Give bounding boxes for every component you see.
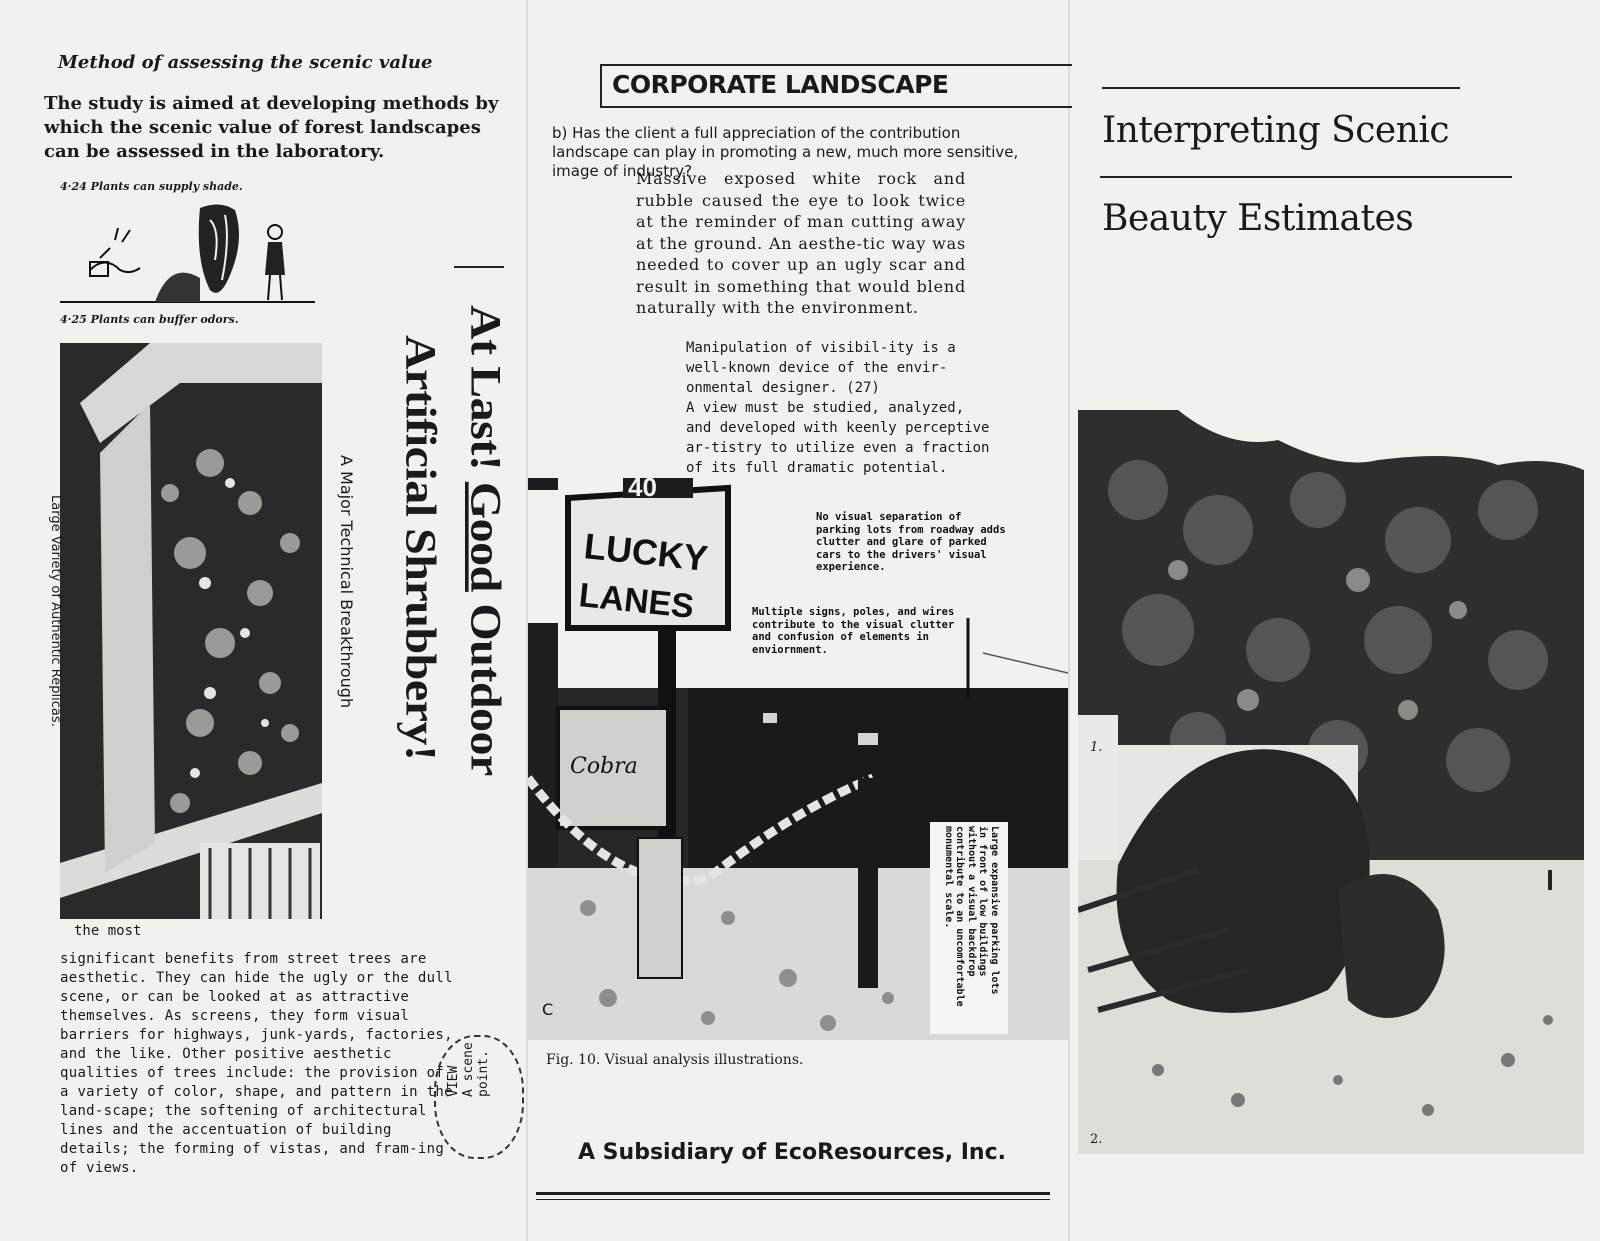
massive-rock-paragraph: Massive exposed white rock and rubble caused the eye to look twice at the reminder of man cutting away at the ground. An aesthe-tic way was needed to cover up an ugly scar and result in something that would blend naturally with the environment. <box>636 169 966 317</box>
stamp-text: VIEW A scene point. <box>446 1042 491 1097</box>
subhead-major-breakthrough: A Major Technical Breakthrough <box>337 455 356 709</box>
question-paragraph: b) Has the client a full appreciation of the contribution landscape can play in promoting a new, much more sensitive, image of industry? <box>552 124 1019 180</box>
annotation-large-parking: Large expansive parking lots in front of low buildings without a visual backdrop contribute to an uncomfortable monumental scale. <box>943 826 1000 1007</box>
corporate-landscape-title: CORPORATE LANDSCAPE <box>612 70 949 99</box>
sign-lucky: LUCKY <box>582 525 710 579</box>
benefits-paragraph: significant benefits from street trees are aesthetic. They can hide the ugly or the dull scene, or can be looked at as attractive themselves. As screens, they form visual barriers for highways, junk-yards, factories, and the like. Other positive aesthetic qualities of trees include: the provision of a variety of color, shape, and pattern in the land-scape; the softening of architectural lines and the accentuation of building details; the forming of vistas, and fram-ing of views. <box>60 951 453 1176</box>
bottom-rule-thick <box>536 1192 1050 1195</box>
headline-rule <box>454 266 504 268</box>
sign-number: 40 <box>628 478 657 502</box>
bottom-rule-thin <box>536 1199 1050 1200</box>
title-beauty-estimates: Beauty Estimates <box>1102 198 1414 239</box>
caption-shade: 4·24 Plants can supply shade. <box>60 180 243 193</box>
fold-line-right <box>1068 0 1070 1241</box>
annotation-parking-separation: No visual separation of parking lots from roadway adds clutter and glare of parked cars to the drivers' visual experience. <box>816 511 1006 573</box>
headline-line-1: At Last! Good Outdoor <box>461 305 510 776</box>
photo-2-label: 2. <box>1090 1132 1103 1147</box>
title-interpreting-scenic: Interpreting Scenic <box>1102 110 1450 151</box>
subhead-variety: Large Variety of Authentic Replicas. <box>48 495 63 727</box>
intro-paragraph: The study is aimed at developing methods by which the scenic value of forest landscapes can be assessed in the laboratory. <box>44 93 499 162</box>
landscape-photos <box>1078 410 1584 1154</box>
title-rule-top <box>1102 87 1460 89</box>
annotation-multiple-signs: Multiple signs, poles, and wires contribute to the visual clutter and confusion of elements in enviornment. <box>752 606 955 656</box>
shrubbery-photo <box>60 343 322 919</box>
shade-sketch-illustration <box>60 200 315 308</box>
manipulation-paragraph: Manipulation of visibil-ity is a well-known device of the envir-onmental designer. (27) A view must be studied, analyzed, and developed with keenly perceptive ar-tistry to utilize even a fraction of its full dramatic potential. <box>686 340 990 476</box>
subsidiary-line: A Subsidiary of EcoResources, Inc. <box>578 1140 1006 1165</box>
method-title: Method of assessing the scenic value <box>58 52 433 73</box>
photo-1-label: 1. <box>1090 740 1103 755</box>
title-rule-middle <box>1100 176 1512 178</box>
sign-lanes: LANES <box>577 576 696 627</box>
sign-cobra: Cobra <box>570 754 638 779</box>
headline-good: Good <box>461 481 510 592</box>
view-stamp <box>434 1035 524 1159</box>
caption-odors: 4·25 Plants can buffer odors. <box>60 313 239 326</box>
illustration-letter-c: C <box>542 1000 554 1019</box>
figure-caption: Fig. 10. Visual analysis illustrations. <box>546 1052 804 1068</box>
headline-line-2: Artificial Shrubbery! <box>396 335 445 761</box>
the-most-text: the most <box>74 923 142 939</box>
